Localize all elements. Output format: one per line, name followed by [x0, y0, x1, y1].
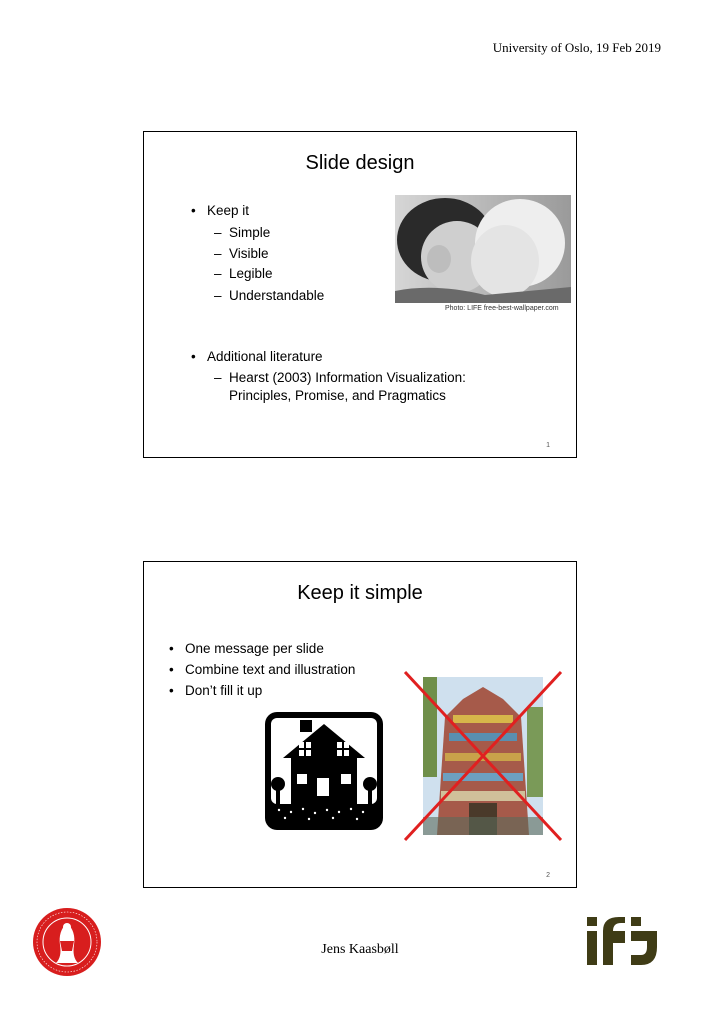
- slide-title: Keep it simple: [297, 582, 423, 604]
- bullet-item: • One message per slide: [169, 641, 324, 656]
- red-cross-overlay: [403, 670, 563, 842]
- bullet-item: • Keep it: [191, 203, 250, 218]
- photo-caption: Photo: LIFE free-best-wallpaper.com: [445, 305, 559, 312]
- sub-bullet-item: – Understandable: [214, 288, 325, 303]
- sub-bullet-continuation: Principles, Promise, and Pragmatics: [229, 388, 446, 403]
- slide-number: 1: [546, 442, 550, 449]
- bullet-item: • Don’t fill it up: [169, 683, 263, 698]
- author-name: Jens Kaasbøll: [321, 942, 399, 957]
- slide-number: 2: [546, 872, 550, 879]
- bullet-item: • Combine text and illustration: [169, 662, 356, 677]
- house-pictogram-icon: [265, 712, 383, 830]
- sub-bullet-item: – Simple: [214, 225, 271, 240]
- bullet-item: • Additional literature: [191, 349, 323, 364]
- slide-1: [143, 131, 577, 458]
- sub-bullet-item: – Legible: [214, 266, 273, 281]
- ifi-logo: [587, 917, 657, 965]
- slide-2: [143, 561, 577, 888]
- sub-bullet-item: – Visible: [214, 246, 269, 261]
- sub-bullet-item: – Hearst (2003) Information Visualization:: [214, 370, 466, 385]
- page-header: University of Oslo, 19 Feb 2019: [492, 40, 661, 55]
- kissing-children-photo: [395, 195, 571, 303]
- slide-title: Slide design: [305, 152, 415, 174]
